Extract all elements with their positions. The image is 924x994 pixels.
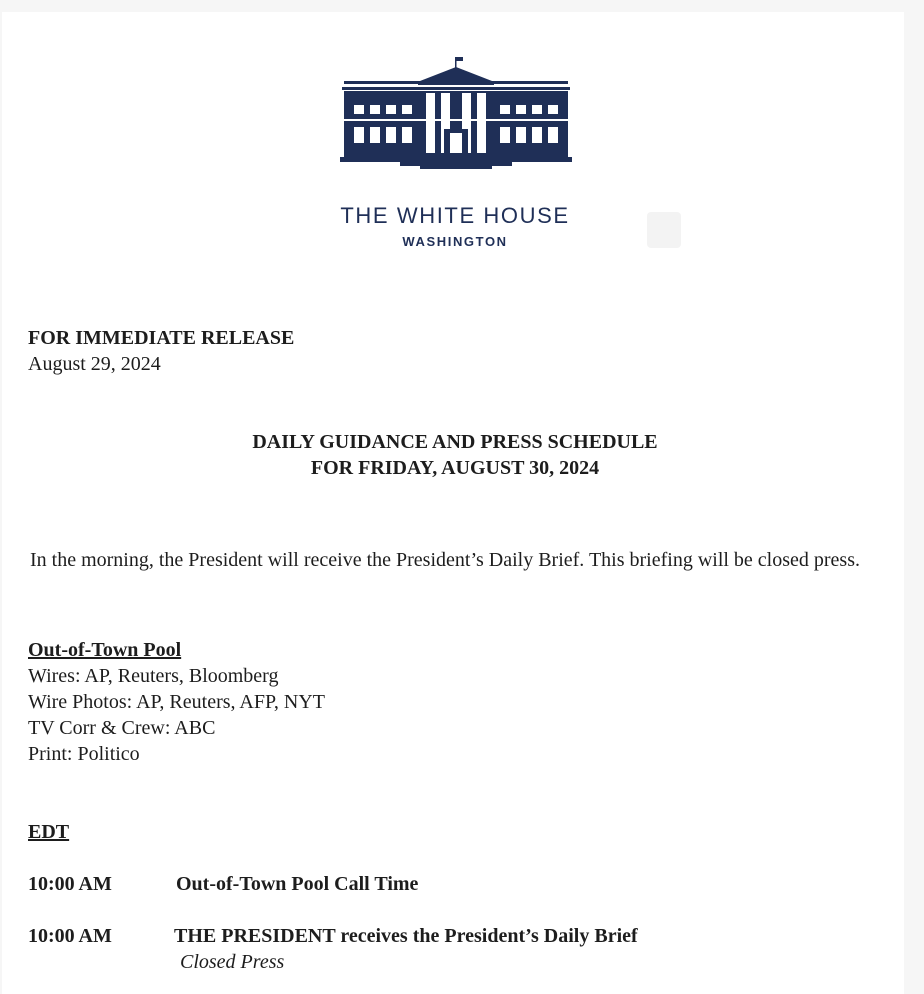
- event-time: 10:00 AM: [28, 873, 112, 895]
- event-note: Closed Press: [180, 951, 285, 973]
- org-city: WASHINGTON: [402, 234, 508, 249]
- pool-heading: Out-of-Town Pool: [28, 639, 182, 661]
- document-page: [2, 12, 904, 994]
- intro-paragraph: In the morning, the President will receive the President’s Daily Brief. This briefing will be closed press.: [30, 549, 860, 571]
- document-title-line1: DAILY GUIDANCE AND PRESS SCHEDULE: [252, 431, 658, 453]
- pool-item: Print: Politico: [28, 743, 140, 765]
- org-name: THE WHITE HOUSE: [340, 203, 570, 228]
- timezone-label: EDT: [28, 821, 70, 843]
- release-date: August 29, 2024: [28, 353, 161, 375]
- pool-item: Wires: AP, Reuters, Bloomberg: [28, 665, 279, 687]
- white-house-building-icon: [340, 57, 572, 172]
- event-time: 10:00 AM: [28, 925, 112, 947]
- pool-item: TV Corr & Crew: ABC: [28, 717, 216, 739]
- pool-item: Wire Photos: AP, Reuters, AFP, NYT: [28, 691, 326, 713]
- document-title-line2: FOR FRIDAY, AUGUST 30, 2024: [310, 457, 600, 479]
- event-title: Out-of-Town Pool Call Time: [176, 873, 419, 895]
- release-label: FOR IMMEDIATE RELEASE: [28, 327, 295, 349]
- event-title: THE PRESIDENT receives the President’s Daily Brief: [174, 925, 638, 947]
